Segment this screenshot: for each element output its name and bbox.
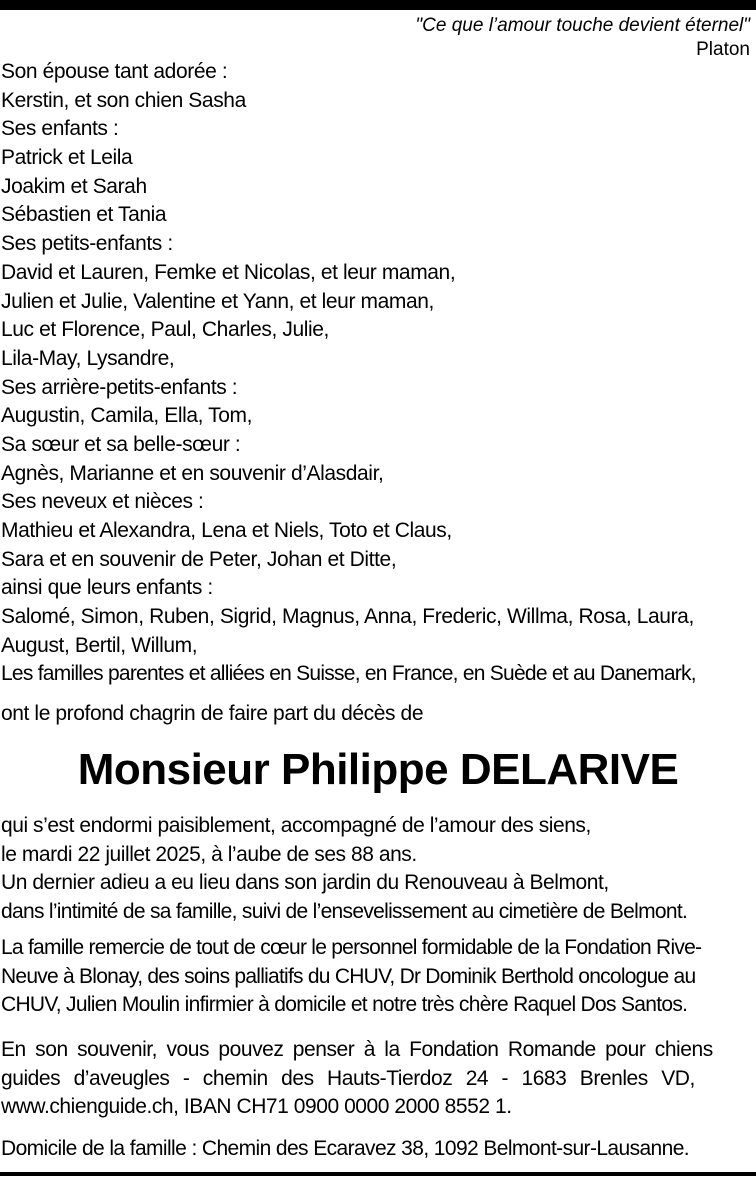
epigraph bbox=[415, 14, 750, 62]
passing-line: dans l’intimité de sa famille, suivi de l’ensevelissement au cimetière de Belmont. bbox=[1, 899, 688, 923]
family-line: Ses petits-enfants : bbox=[1, 232, 173, 256]
family-line: Sébastien et Tania bbox=[1, 203, 167, 227]
family-line: Mathieu et Alexandra, Lena et Niels, Toto et Claus, bbox=[1, 519, 452, 542]
donation-line: En son souvenir, vous pouvez penser à la Fondation Romande pour chiens bbox=[1, 1038, 713, 1061]
family-line: Patrick et Leila bbox=[1, 146, 133, 170]
family-list bbox=[1, 58, 756, 689]
family-line: Ses enfants : bbox=[1, 117, 119, 141]
domicile-line: Domicile de la famille : Chemin des Ecaravez 38, 1092 Belmont-sur-Lausanne. bbox=[1, 1137, 690, 1160]
family-line: Les familles parentes et alliées en Suisse, en France, en Suède et au Danemark, bbox=[1, 662, 696, 686]
thanks-line: La famille remercie de tout de cœur le personnel formidable de la Fondation Rive- bbox=[1, 936, 702, 959]
epigraph-author: Platon bbox=[696, 39, 750, 60]
donation-paragraph bbox=[1, 1036, 753, 1122]
passing-line: le mardi 22 juillet 2025, à l’aube de ses 88 ans. bbox=[1, 842, 417, 866]
family-line: Joakim et Sarah bbox=[1, 174, 147, 198]
passing-line: Un dernier adieu a eu lieu dans son jardin du Renouveau à Belmont, bbox=[1, 871, 609, 895]
passing-paragraph bbox=[1, 812, 753, 926]
donation-line: guides d’aveugles - chemin des Hauts-Tierdoz 24 - 1683 Brenles VD, bbox=[1, 1066, 695, 1090]
family-line: Ses neveux et nièces : bbox=[1, 490, 204, 514]
family-line: Sa sœur et sa belle-sœur : bbox=[1, 432, 241, 456]
family-line: Son épouse tant adorée : bbox=[1, 60, 228, 83]
family-line: August, Bertil, Willum, bbox=[1, 633, 198, 657]
family-line: Ses arrière-petits-enfants : bbox=[1, 375, 238, 399]
domicile-text bbox=[1, 1135, 753, 1164]
top-border-rule bbox=[0, 0, 756, 10]
family-line: Luc et Florence, Paul, Charles, Julie, bbox=[1, 318, 329, 342]
family-line: Kerstin, et son chien Sasha bbox=[1, 88, 246, 112]
thanks-line: Neuve à Blonay, des soins palliatifs du CHUV, Dr Dominik Berthold oncologue au bbox=[1, 964, 696, 988]
epigraph-quote: "Ce que l’amour touche devient éternel" bbox=[415, 15, 750, 36]
family-line: Augustin, Camila, Ella, Tom, bbox=[1, 404, 253, 428]
thanks-paragraph bbox=[1, 934, 753, 1020]
family-line: Julien et Julie, Valentine et Yann, et leur maman, bbox=[1, 289, 434, 313]
family-line: Agnès, Marianne et en souvenir d’Alasdair, bbox=[1, 461, 384, 485]
family-line: Lila-May, Lysandre, bbox=[1, 346, 175, 370]
family-line: David et Lauren, Femke et Nicolas, et leur maman, bbox=[1, 260, 456, 284]
announcement-text: ont le profond chagrin de faire part du décès de bbox=[1, 702, 424, 725]
family-line: Salomé, Simon, Ruben, Sigrid, Magnus, Anna, Frederic, Willma, Rosa, Laura, bbox=[1, 605, 694, 629]
deceased-name: Monsieur Philippe DELARIVE bbox=[77, 745, 679, 794]
bottom-border-rule bbox=[0, 1172, 756, 1176]
thanks-line: CHUV, Julien Moulin infirmier à domicile et notre très chère Raquel Dos Santos. bbox=[1, 993, 688, 1017]
family-line: Sara et en souvenir de Peter, Johan et Ditte, bbox=[1, 547, 397, 571]
donation-line: www.chienguide.ch, IBAN CH71 0900 0000 2000 8552 1. bbox=[1, 1095, 512, 1119]
passing-line: qui s’est endormi paisiblement, accompagné de l’amour des siens, bbox=[1, 814, 591, 837]
family-line: ainsi que leurs enfants : bbox=[1, 576, 213, 600]
